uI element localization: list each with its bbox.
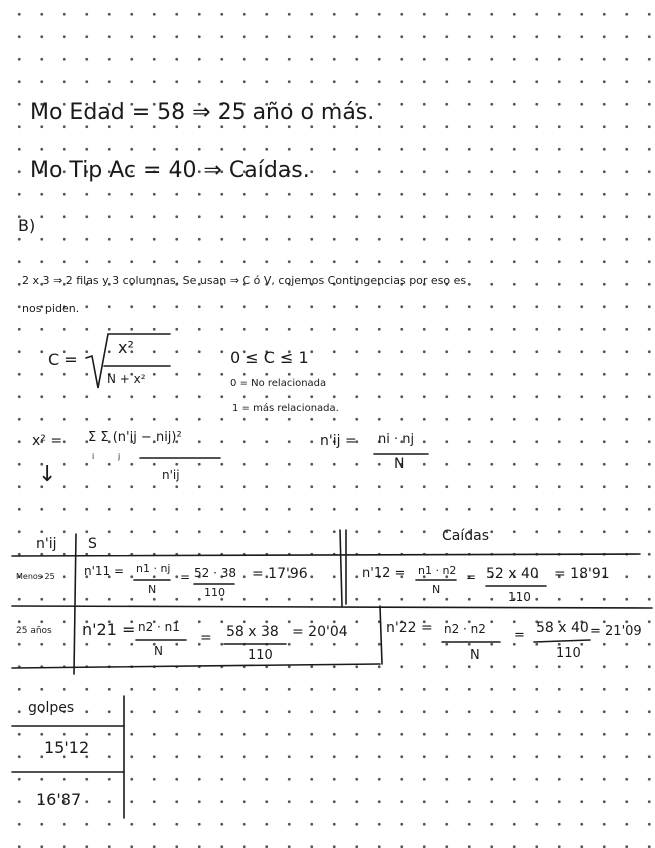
formula-x2-denominator: n'ij	[162, 468, 180, 482]
table-row-25anos: 25 años	[16, 626, 52, 636]
cell-n11-num2: 52 · 38	[194, 566, 236, 580]
cell-n12-eq: =	[466, 570, 477, 584]
cell-n11-den: N	[148, 583, 157, 596]
cell-n22-den: N	[470, 648, 480, 663]
golpes-value-2: 16'87	[36, 790, 82, 809]
cell-n21-den2: 110	[248, 648, 273, 663]
cell-n11-lhs: n'11 =	[84, 564, 125, 578]
range-zero-meaning: 0 = No relacionada	[230, 378, 327, 389]
paragraph-line-2: nos piden.	[22, 302, 80, 315]
cell-n11-num: n1 · nj	[136, 562, 171, 575]
table-col-s: S	[88, 536, 97, 552]
table-vline-1	[74, 534, 76, 674]
table-hline-3	[12, 664, 380, 668]
formula-c-lhs: C =	[48, 350, 78, 369]
formula-c-numerator: x²	[118, 338, 134, 357]
formula-nij-denominator: N	[394, 456, 405, 472]
mode-age-line: Mo Edad = 58 ⇒ 25 año o más.	[30, 100, 375, 125]
cell-n12-lhs: n'12 =	[362, 566, 406, 581]
section-b-label: B)	[18, 216, 36, 235]
table-vline-4	[380, 606, 382, 664]
table-hline-2	[12, 606, 652, 608]
cell-n21-num: n2 · n1	[138, 620, 180, 634]
formula-x2-sub-i: i	[92, 452, 95, 461]
formula-x2-sub-j: j	[118, 452, 121, 461]
cell-n21-den: N	[154, 644, 163, 658]
range-inequality: 0 ≤ C ≤ 1	[230, 348, 309, 367]
cell-n22-num: n2 · n2	[444, 622, 486, 636]
cell-n12-num2: 52 x 40	[486, 566, 539, 582]
cell-n12-den: N	[432, 583, 441, 596]
cell-n11-eq: =	[180, 570, 191, 584]
cell-n22-den2: 110	[556, 646, 581, 661]
cell-n21-result: = 20'04	[292, 624, 348, 640]
cell-n12-result: = 18'91	[554, 566, 610, 582]
cell-n22-num2: 58 x 40	[536, 620, 589, 636]
cell-n21-num2: 58 x 38	[226, 624, 279, 640]
cell-n22-eq: =	[514, 628, 525, 643]
golpes-header: golpes	[28, 700, 75, 716]
range-one-meaning: 1 = más relacionada.	[232, 403, 339, 414]
mode-accident-type-line: Mo Tip Ac = 40 ⇒ Caídas.	[30, 158, 310, 183]
table-vline-2	[340, 530, 342, 606]
cell-n21-eq: =	[200, 630, 212, 646]
table-row-menos25: Menos 25	[16, 572, 55, 581]
cell-n22-lhs: n'22 =	[386, 620, 433, 636]
cell-n12-num: n1 · n2	[418, 564, 457, 577]
cell-n11-result: = 17'96	[252, 566, 308, 582]
table-corner-label: n'ij	[36, 536, 57, 552]
cell-n21-lhs: n'21 =	[82, 620, 136, 639]
golpes-value-1: 15'12	[44, 738, 90, 757]
formula-c-denominator: N + x²	[107, 372, 146, 386]
cell-n22-result: = 21'09	[590, 624, 642, 639]
formula-x2-lhs: x² =	[32, 433, 63, 449]
paragraph-line-1: 2 x 3 ⇒ 2 filas y 3 columnas. Se usan ⇒ C ó V, cojemos Contingencias por eso es	[22, 274, 467, 287]
formula-nij-lhs: n'ij =	[320, 433, 357, 449]
down-arrow-icon: ↓	[38, 462, 57, 487]
cell-n12-den2: 110	[508, 590, 531, 604]
formula-x2-numerator: Σ Σ (n'ij − nij)²	[88, 430, 182, 445]
cell-n11-den2: 110	[204, 586, 225, 599]
table-col-caidas: Caídas	[442, 528, 490, 544]
formula-nij-numerator: ni · nj	[378, 432, 415, 447]
table-hline-1	[12, 554, 640, 556]
